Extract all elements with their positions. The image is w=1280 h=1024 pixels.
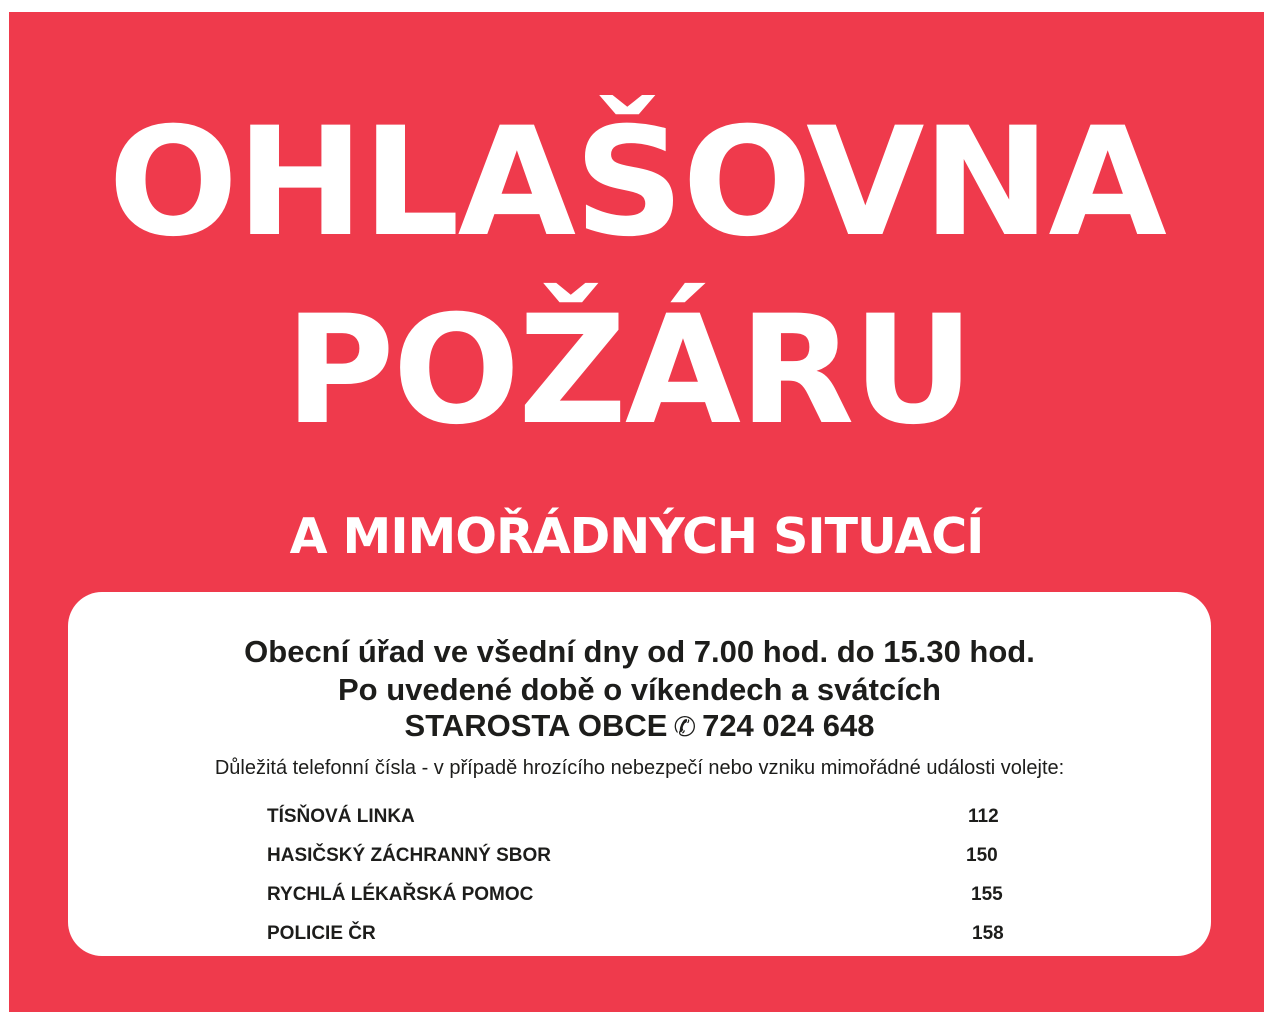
contact-row	[267, 841, 1037, 880]
contact-number: 158	[972, 923, 1004, 944]
office-hours: Obecní úřad ve všední dny od 7.00 hod. do 15.30 hod.	[244, 634, 1035, 669]
contact-row	[267, 802, 1037, 841]
emergency-notice: Důležitá telefonní čísla - v případě hrozícího nebezpečí nebo vzniku mimořádné události volejte:	[214, 757, 1065, 779]
contact-row	[267, 919, 1037, 956]
contact-number: 155	[971, 884, 1003, 905]
telephone-icon: ✆	[673, 712, 697, 743]
mayor-label: STAROSTA OBCE	[404, 708, 668, 743]
title-line-2: POŽÁRU	[284, 284, 973, 458]
contact-row	[267, 880, 1037, 919]
mayor-phone: 724 024 648	[702, 708, 875, 743]
contact-name: HASIČSKÝ ZÁCHRANNÝ SBOR	[267, 845, 551, 866]
contact-number: 112	[968, 806, 999, 827]
contact-name: POLICIE ČR	[267, 923, 376, 944]
mayor-contact	[68, 710, 1211, 741]
info-box	[68, 592, 1211, 956]
contact-number: 150	[966, 845, 998, 866]
title-line-1: OHLAŠOVNA	[108, 96, 1165, 270]
contact-name: TÍSŇOVÁ LINKA	[267, 806, 415, 827]
emergency-contacts	[267, 802, 1037, 956]
poster	[9, 12, 1264, 1012]
subtitle: A MIMOŘÁDNÝCH SITUACÍ	[289, 508, 984, 565]
contact-name: RYCHLÁ LÉKAŘSKÁ POMOC	[267, 884, 534, 905]
after-hours: Po uvedené době o víkendech a svátcích	[338, 672, 941, 707]
